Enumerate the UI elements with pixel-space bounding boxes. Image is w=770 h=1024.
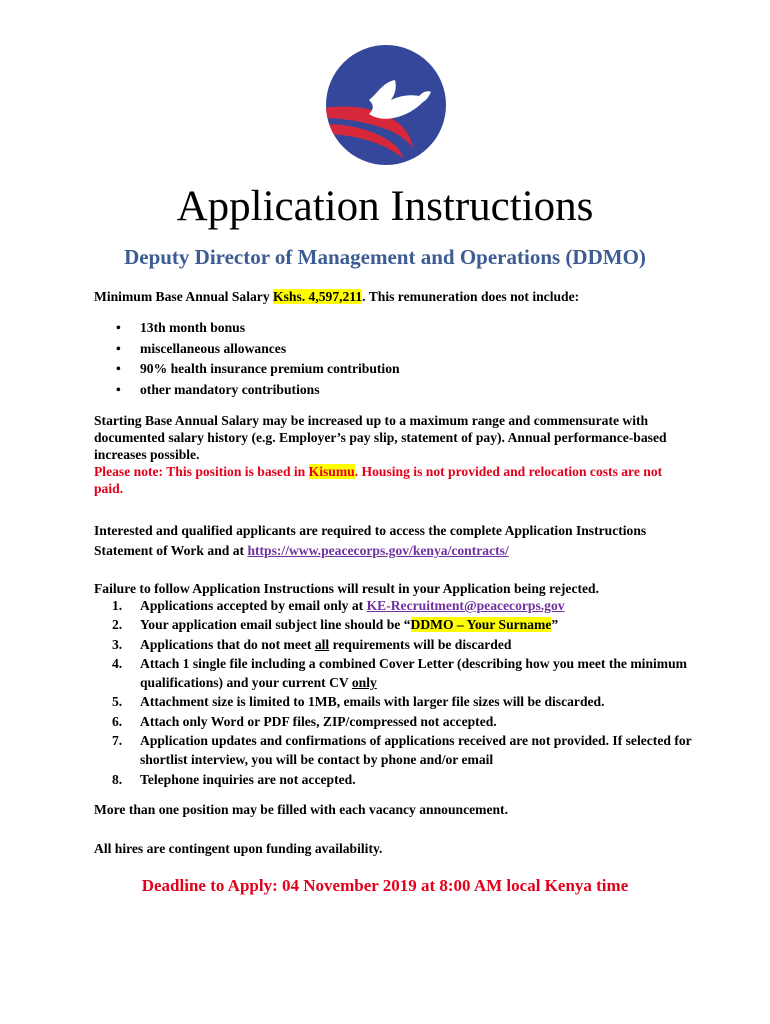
emphasis-text: all — [314, 636, 330, 652]
subject-line-format: DDMO – Your Surname — [410, 617, 552, 633]
salary-statement — [94, 288, 694, 305]
step-text: Application updates and confirmations of applications received are not provided. If selected for shortlist interview, you will be contact by phone and/or email — [140, 733, 692, 768]
list-item — [94, 596, 694, 615]
list-item-text: other mandatory contributions — [140, 381, 320, 397]
page-title: Application Instructions — [176, 183, 594, 230]
failure-warning: Failure to follow Application Instructions will result in your Application being rejected. — [94, 581, 600, 596]
step-text: Applications that do not meet — [140, 636, 315, 652]
location-city: Kisumu — [308, 464, 355, 479]
contracts-link[interactable]: https://www.peacecorps.gov/kenya/contracts/ — [247, 543, 509, 558]
step-text-suffix: ” — [551, 617, 559, 633]
bullet-icon: • — [116, 361, 121, 376]
list-item — [94, 318, 694, 339]
step-text: Your application email subject line should be “ — [140, 617, 411, 633]
salary-suffix: . This remuneration does not include: — [362, 289, 580, 304]
list-item — [94, 712, 694, 731]
multiple-positions-note: More than one position may be filled with each vacancy announcement. — [94, 802, 508, 817]
list-item-text: 13th month bonus — [140, 320, 246, 335]
starting-salary-paragraph — [94, 412, 694, 497]
list-item — [94, 654, 694, 693]
salary-prefix: Minimum Base Annual Salary — [94, 289, 274, 304]
step-text: Attachment size is limited to 1MB, emails with larger file sizes will be discarded. — [140, 694, 605, 710]
location-note-suffix: . Housing is not provided and relocation costs are not paid. — [94, 464, 663, 496]
list-item-text: miscellaneous allowances — [140, 340, 287, 356]
application-deadline: Deadline to Apply: 04 November 2019 at 8:00 AM local Kenya time — [141, 876, 629, 895]
step-text: Applications accepted by email only at — [140, 598, 367, 613]
step-number: 8. — [112, 771, 123, 787]
bullet-icon: • — [116, 320, 121, 335]
step-text-suffix: requirements will be discarded — [329, 636, 512, 652]
recruitment-email-link[interactable]: KE-Recruitment@peacecorps.gov — [366, 598, 565, 613]
step-text: Attach 1 single file including a combined Cover Letter (describing how you meet the minimum qualifications) and your current CV — [140, 655, 687, 691]
step-number: 1. — [112, 598, 123, 613]
list-item — [94, 380, 694, 401]
list-item — [94, 339, 694, 360]
list-item-text: 90% health insurance premium contribution — [140, 361, 400, 376]
access-text: Interested and qualified applicants are required to access the complete Application Instructions Statement of Work and at — [94, 523, 647, 558]
step-text: Telephone inquiries are not accepted. — [140, 771, 356, 787]
location-note-prefix: Please note: This position is based in — [94, 464, 309, 479]
list-item — [94, 770, 694, 789]
list-item — [94, 692, 694, 711]
location-note — [94, 464, 662, 496]
bullet-icon: • — [116, 381, 121, 397]
step-number: 7. — [112, 733, 123, 749]
bullet-icon: • — [116, 340, 121, 356]
list-item — [94, 359, 694, 380]
step-number: 2. — [112, 617, 123, 633]
access-instructions — [94, 521, 694, 561]
peace-corps-logo — [325, 44, 447, 166]
list-item — [94, 615, 694, 634]
position-subtitle: Deputy Director of Management and Operations (DDMO) — [124, 245, 646, 269]
step-number: 6. — [112, 713, 123, 729]
step-number: 5. — [112, 694, 123, 710]
funding-note: All hires are contingent upon funding availability. — [94, 841, 383, 856]
excluded-items-list — [94, 318, 694, 400]
emphasis-text: only — [351, 675, 377, 691]
step-number: 3. — [112, 636, 123, 652]
step-number: 4. — [112, 655, 123, 671]
step-text: Attach only Word or PDF files, ZIP/compressed not accepted. — [140, 713, 497, 729]
salary-amount: Kshs. 4,597,211 — [273, 289, 363, 304]
application-steps-list — [94, 596, 694, 789]
list-item — [94, 731, 694, 770]
list-item — [94, 635, 694, 654]
starting-salary-text: Starting Base Annual Salary may be increased up to a maximum range and commensurate with documented salary history (e.g. Employer’s pay slip, statement of pay). Annual performance-based increases possible. — [94, 413, 667, 462]
